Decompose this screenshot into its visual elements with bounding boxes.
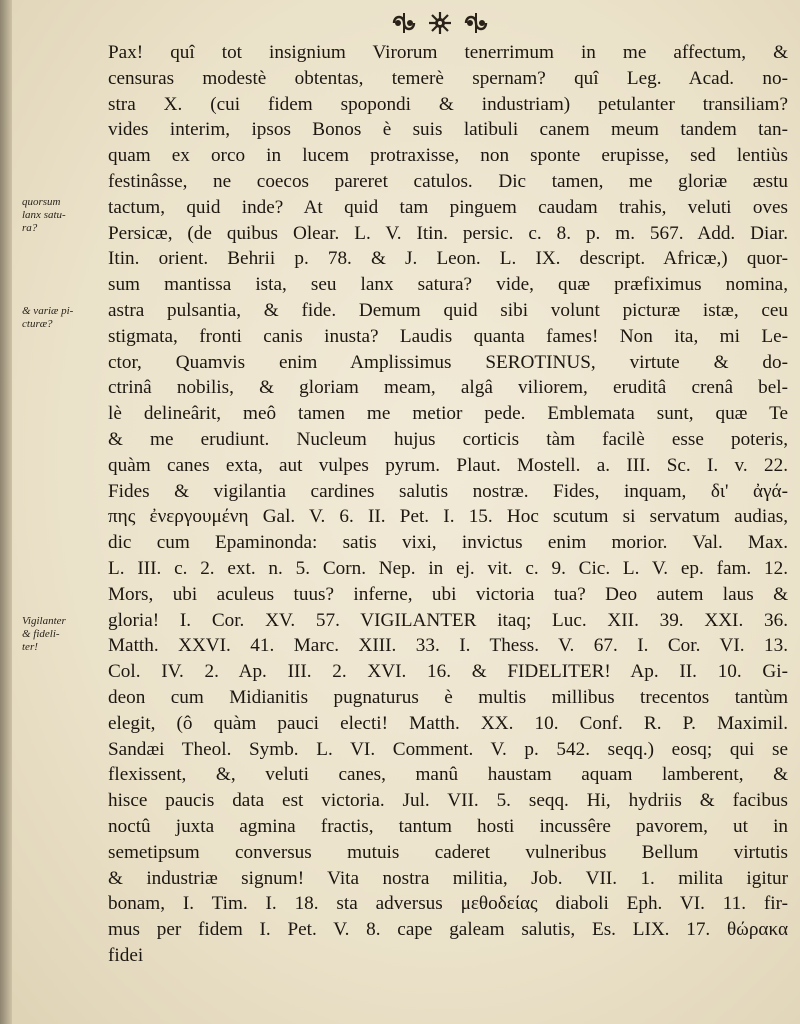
text-line: semetipsum conversus mutuis caderet vulneribus Bellum virtutis bbox=[108, 841, 788, 863]
text-line: deon cum Midianitis pugnaturus è multis millibus trecentos tantùm bbox=[108, 686, 788, 708]
text-line: L. III. c. 2. ext. n. 5. Corn. Nep. in ej. vit. c. 9. Cic. L. V. ep. fam. 12. bbox=[108, 557, 788, 579]
fleuron-ornament-icon bbox=[385, 8, 495, 38]
main-text-block bbox=[108, 40, 788, 969]
text-line: ctor, Quamvis enim Amplissimus SEROTINUS, virtute & do- bbox=[108, 351, 788, 373]
text-line: quàm canes exta, aut vulpes pyrum. Plaut. Mostell. a. III. Sc. I. v. 22. bbox=[108, 454, 788, 476]
text-line: fidei bbox=[108, 944, 144, 966]
text-line: bonam, I. Tim. I. 18. sta adversus μεθοδείας diaboli Eph. VI. 11. fir- bbox=[108, 893, 788, 915]
margin-note-line: cturæ? bbox=[22, 318, 53, 330]
margin-note-line: ter! bbox=[22, 641, 38, 653]
fleuron-left-icon bbox=[390, 11, 418, 35]
text-line: πης ἐνεργουμένη Gal. V. 6. II. Pet. I. 15. Hoc scutum si servatum audias, bbox=[108, 506, 788, 528]
fleuron-right-icon bbox=[462, 11, 490, 35]
text-line: noctû juxta agmina fractis, tantum hosti incussêre pavorem, ut in bbox=[108, 815, 788, 837]
text-line: lè delineârit, meô tamen me metior pede. Emblemata sunt, quæ Te bbox=[108, 403, 788, 425]
fleuron-center-icon bbox=[426, 11, 454, 35]
page-edge-shadow bbox=[0, 0, 12, 1024]
margin-note-line: Vigilanter bbox=[22, 615, 66, 627]
text-line: dic cum Epaminonda: satis vixi, invictus enim morior. Val. Max. bbox=[108, 532, 788, 554]
text-line: & me erudiunt. Nucleum hujus corticis tàm facilè esse poteris, bbox=[108, 428, 788, 450]
margin-note-vigilanter bbox=[22, 615, 100, 654]
text-line: Mors, ubi aculeus tuus? inferne, ubi victoria tua? Deo autem laus & bbox=[108, 583, 788, 605]
text-line: stigmata, fronti canis inusta? Laudis quanta fames! Non ita, mi Le- bbox=[108, 325, 788, 347]
text-line: Itin. orient. Behrii p. 78. & J. Leon. L. IX. descript. Africæ,) quor- bbox=[108, 248, 788, 270]
text-line: Col. IV. 2. Ap. III. 2. XVI. 16. & FIDELITER! Ap. II. 10. Gi- bbox=[108, 661, 788, 683]
text-line: Sandæi Theol. Symb. L. VI. Comment. V. p. 542. seqq.) eosq; qui se bbox=[108, 738, 788, 760]
text-line: censuras modestè obtentas, temerè spernam? quî Leg. Acad. no- bbox=[108, 67, 788, 89]
text-line: Fides & vigilantia cardines salutis nostræ. Fides, inquam, δι' ἀγά- bbox=[108, 480, 788, 502]
text-line: astra pulsantia, & fide. Demum quid sibi volunt picturæ istæ, ceu bbox=[108, 299, 788, 321]
text-line: hisce paucis data est victoria. Jul. VII. 5. seqq. Hi, hydriis & facibus bbox=[108, 790, 788, 812]
text-line: flexissent, &, veluti canes, manû haustam aquam lamberent, & bbox=[108, 764, 788, 786]
text-line: vides interim, ipsos Bonos è suis latibuli canem meum tandem tan- bbox=[108, 119, 788, 141]
text-line: sum mantissa ista, seu lanx satura? vide, quæ præfiximus nomina, bbox=[108, 274, 788, 296]
text-line: quam ex orco in lucem protraxisse, non sponte erupisse, sed lentiùs bbox=[108, 145, 788, 167]
margin-note-picturae bbox=[22, 305, 100, 331]
text-line: elegit, (ô quàm pauci electi! Matth. XX. 10. Conf. R. P. Maximil. bbox=[108, 712, 788, 734]
margin-note-lanx-satura bbox=[22, 196, 100, 235]
margin-note-line: ra? bbox=[22, 222, 38, 234]
margin-note-line: & variæ pi- bbox=[22, 305, 74, 317]
margin-note-line: quorsum bbox=[22, 196, 61, 208]
text-line: festinâsse, ne coecos pareret catulos. Dic tamen, me gloriæ æstu bbox=[108, 170, 788, 192]
text-line: gloria! I. Cor. XV. 57. VIGILANTER itaq; Luc. XII. 39. XXI. 36. bbox=[108, 609, 788, 631]
margin-note-line: lanx satu- bbox=[22, 209, 66, 221]
text-line: Pax! quî tot insignium Virorum tenerrimum in me affectum, & bbox=[108, 42, 788, 63]
text-line: ctrinâ nobilis, & gloriam meam, algâ viliorem, eruditâ crenâ bel- bbox=[108, 377, 788, 399]
text-line: Persicæ, (de quibus Olear. L. V. Itin. persic. c. 8. p. m. 567. Add. Diar. bbox=[108, 222, 788, 244]
text-line: tactum, quid inde? At quid tam pinguem caudam trahis, veluti oves bbox=[108, 196, 788, 218]
text-line: Matth. XXVI. 41. Marc. XIII. 33. I. Thess. V. 67. I. Cor. VI. 13. bbox=[108, 635, 788, 657]
margin-note-line: & fideli- bbox=[22, 628, 60, 640]
text-line: stra X. (cui fidem spopondi & industriam) petulanter transiliam? bbox=[108, 93, 788, 115]
text-line: mus per fidem I. Pet. V. 8. cape galeam salutis, Es. LIX. 17. θώρακα bbox=[108, 919, 788, 941]
text-line: & industriæ signum! Vita nostra militia, Job. VII. 1. milita igitur bbox=[108, 867, 788, 889]
